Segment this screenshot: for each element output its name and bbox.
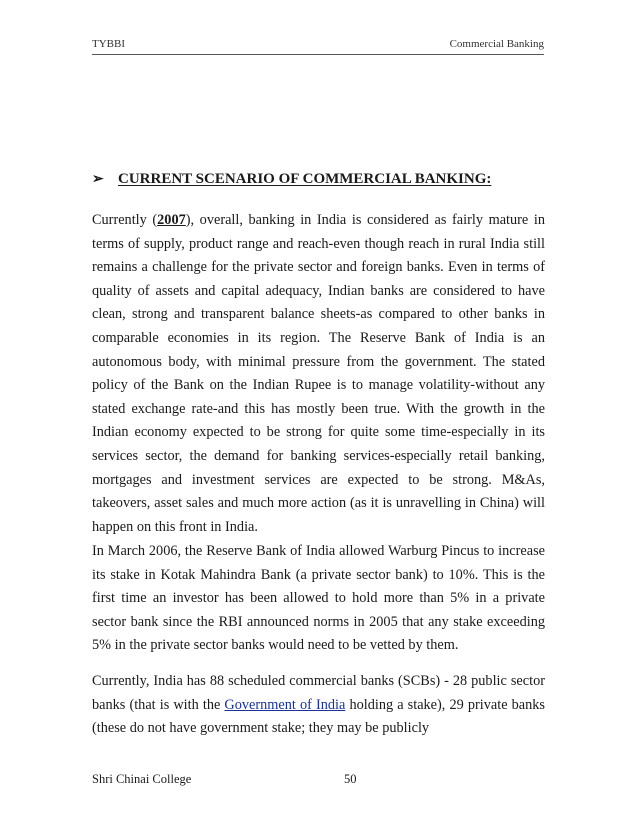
paragraph-3-start: Currently, India has 88 scheduled commercial banks (SCBs) - 28 public sector banks (that is with the [92, 673, 545, 713]
year-highlight: 2007 [157, 212, 186, 228]
government-of-india-link[interactable]: Government of India [224, 696, 346, 713]
footer-college-name: Shri Chinai College [92, 772, 192, 786]
paragraph-current-scenario [92, 209, 545, 539]
arrow-bullet-icon: ➢ [92, 172, 104, 187]
paragraph-scheduled-banks [92, 670, 545, 741]
header-course-name: TYBBI [92, 38, 125, 50]
paragraph-1-body: ), overall, banking in India is considered as fairly mature in terms of supply, product range and reach-even though reach in rural India still remains a challenge for the private sector and foreign banks. Even in terms of quality of assets and capital adequacy, Indian banks are considered to have clean, strong and transparent balance sheets-as compared to other banks in comparable economies in its region. The Reserve Bank of India is an autonomous body, with minimal pressure from the government. The stated policy of the Bank on the Indian Rupee is to manage volatility-without any stated exchange rate-and this has mostly been true. With the growth in the Indian economy expected to be strong for quite some time-especially in its services sector, the demand for banking services-especially retail banking, mortgages and investment services are expected to be strong. M&As, takeovers, asset sales and much more action (as it is unravelling in China) will happen on this front in India. [92, 212, 545, 535]
section-heading [92, 171, 491, 188]
page-number: 50 [344, 772, 357, 786]
header-subject-title: Commercial Banking [449, 38, 544, 50]
page-header [92, 36, 544, 55]
paragraph-warburg-pincus: In March 2006, the Reserve Bank of India allowed Warburg Pincus to increase its stake in Kotak Mahindra Bank (a private sector bank) to 10%. This is the first time an investor has been allowed to hold more than 5% in a private sector bank since the RBI announced norms in 2005 that any stake exceeding 5% in the private sector banks would need to be vetted by them. [92, 543, 545, 654]
paragraph-1-start: Currently ( [92, 212, 158, 228]
paragraph-3-end: holding a stake), 29 private banks (these do not have government stake; they may be publicly [92, 696, 545, 737]
section-heading-text: CURRENT SCENARIO OF COMMERCIAL BANKING: [118, 171, 492, 187]
